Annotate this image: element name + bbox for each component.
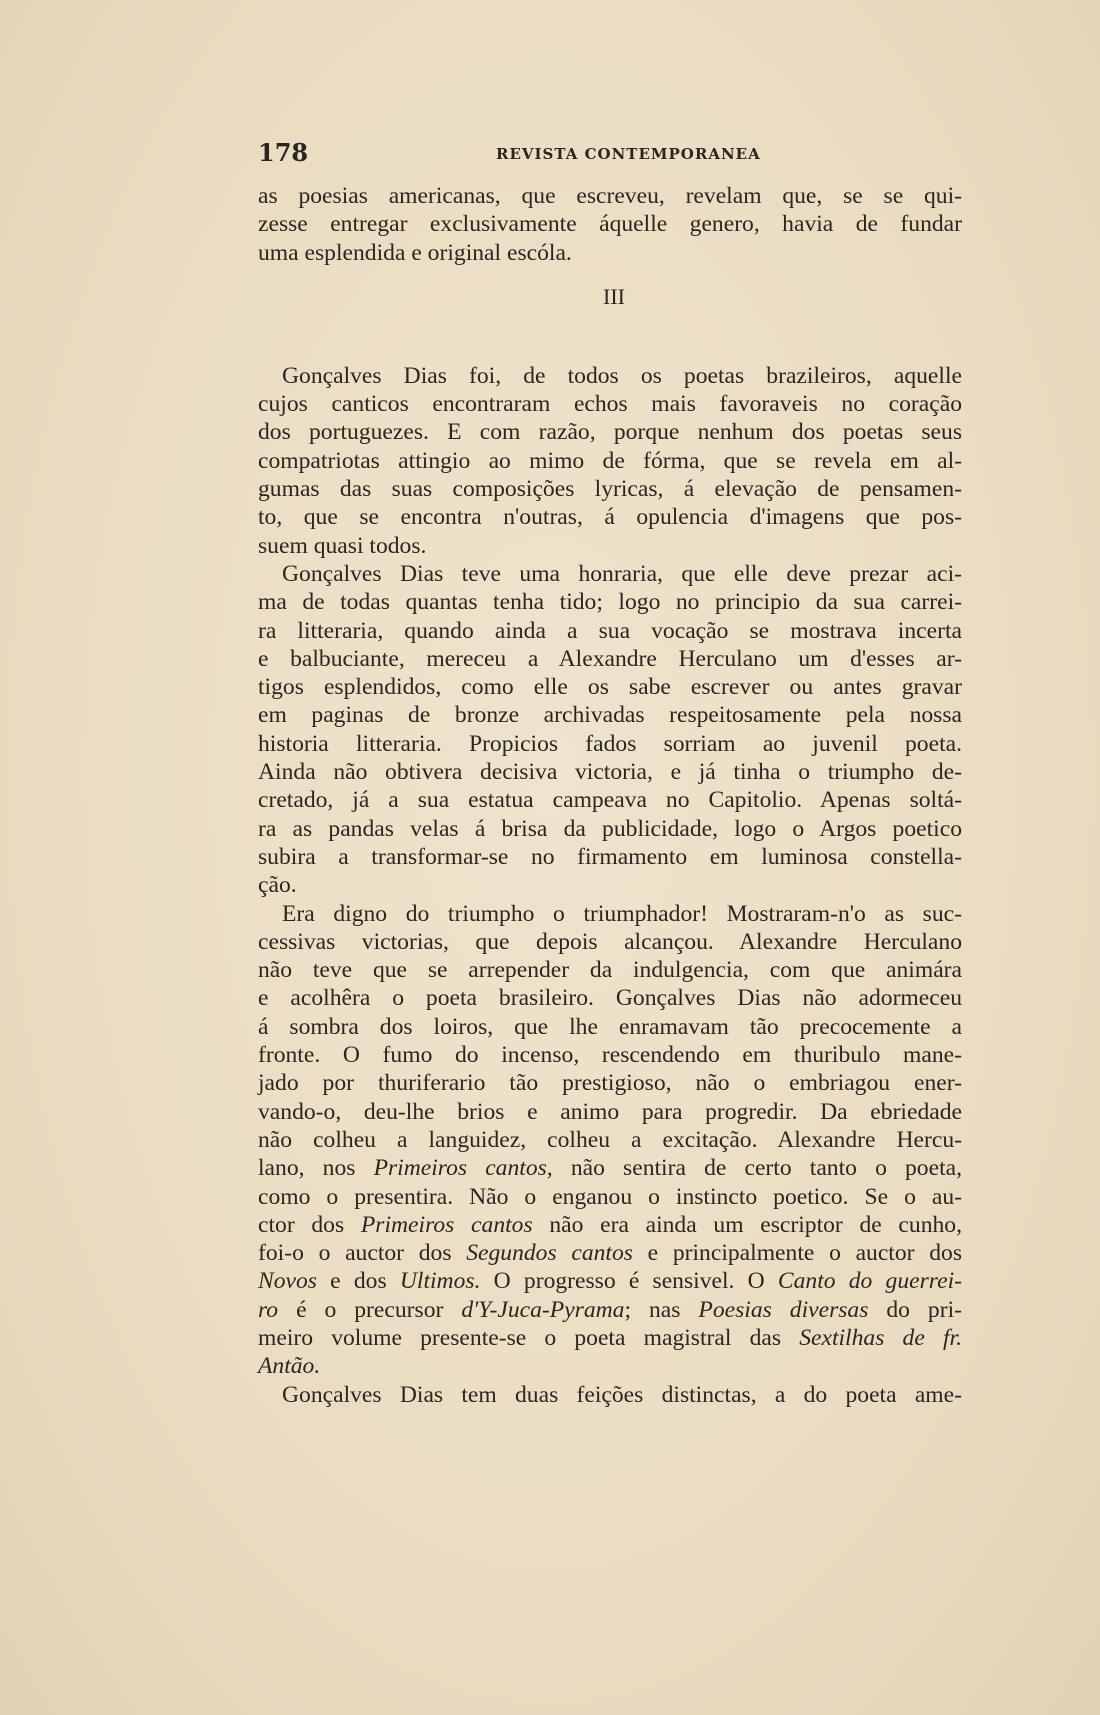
page-number: 178 (258, 138, 309, 167)
text-line: não teve que se arrepender da indulgencia, com que animára (258, 957, 962, 984)
text-line: tigos esplendidos, como elle os sabe escrever ou antes gravar (258, 674, 962, 701)
text-line: suem quasi todos. (258, 532, 427, 559)
text-line: ra litteraria, quando ainda a sua vocação se mostrava incerta (258, 617, 962, 644)
text-line: gumas das suas composições lyricas, á elevação de pensamen- (258, 476, 962, 503)
text-line: em paginas de bronze archivadas respeitosamente pela nossa (258, 702, 962, 729)
text-line: as poesias americanas, que escreveu, revelam que, se se qui- (258, 183, 962, 209)
text-line: lano, nos Primeiros cantos, não sentira de certo tanto o poeta, (258, 1155, 963, 1182)
italic-title: d'Y-Juca-Pyrama (461, 1296, 625, 1323)
text-line: jado por thuriferario tão prestigioso, não o embriagou ener- (258, 1070, 962, 1097)
text-line: ma de todas quantas tenha tido; logo no principio da sua carrei- (258, 589, 962, 616)
text-line: foi-o o auctor dos Segundos cantos e principalmente o auctor dos (258, 1240, 962, 1267)
text-line: meiro volume presente-se o poeta magistral das Sextilhas de fr. (258, 1324, 962, 1351)
text-line: cujos canticos encontraram echos mais favoraveis no coração (258, 391, 962, 418)
text-line: subira a transformar-se no firmamento em luminosa constella- (258, 843, 962, 870)
text-line: cessivas victorias, que depois alcançou. Alexandre Herculano (258, 928, 962, 955)
text-line: ra as pandas velas á brisa da publicidade, logo o Argos poetico (258, 815, 962, 842)
text-line: dos portuguezes. E com razão, porque nenhum dos poetas seus (258, 419, 962, 446)
text-line: á sombra dos loiros, que lhe enramavam tão precocemente a (258, 1013, 962, 1040)
text-line: zesse entregar exclusivamente áquelle genero, havia de fundar (258, 211, 962, 238)
text-line: e balbuciante, mereceu a Alexandre Herculano um d'esses ar- (258, 645, 962, 672)
italic-title: Poesias diversas (698, 1296, 869, 1323)
text-line: ção. (258, 872, 297, 899)
italic-title: Sextilhas de fr. (799, 1324, 962, 1351)
italic-title: Segundos cantos (466, 1240, 633, 1267)
section-heading: III (603, 283, 625, 309)
text-line: uma esplendida e original escóla. (258, 239, 572, 266)
running-title: REVISTA CONTEMPORANEA (496, 145, 761, 163)
text-line: to, que se encontra n'outras, á opulencia d'imagens que pos- (258, 504, 962, 531)
text-line (258, 1352, 962, 1380)
italic-title: Primeiros cantos (360, 1211, 533, 1238)
italic-title: ro (258, 1296, 279, 1323)
text-line: historia litteraria. Propicios fados sorriam ao juvenil poeta. (258, 730, 962, 757)
italic-title: Canto do guerrei- (777, 1268, 962, 1295)
text-line: compatriotas attingio ao mimo de fórma, que se revela em al- (258, 447, 962, 474)
text-line: e acolhêra o poeta brasileiro. Gonçalves Dias não adormeceu (258, 985, 962, 1012)
text-line: como o presentira. Não o enganou o instincto poetico. Se o au- (258, 1183, 962, 1210)
text-line: não colheu a languidez, colheu a excitação. Alexandre Hercu- (258, 1126, 962, 1153)
body-text (258, 182, 962, 1409)
text-line: Gonçalves Dias tem duas feições distinctas, a do poeta ame- (282, 1381, 962, 1408)
text-line: fronte. O fumo do incenso, rescendendo em thuribulo mane- (258, 1042, 962, 1069)
italic-title: Antão. (258, 1353, 321, 1380)
text-line: Gonçalves Dias foi, de todos os poetas brazileiros, aquelle (282, 362, 962, 389)
italic-title: Novos (258, 1268, 317, 1295)
italic-title: Ultimos. (399, 1268, 481, 1295)
page-header (258, 138, 970, 168)
text-line: Novos e dos Ultimos. O progresso é sensivel. O Canto do guerrei- (258, 1268, 962, 1295)
text-line: Ainda não obtivera decisiva victoria, e já tinha o triumpho de- (258, 759, 962, 786)
text-line: Era digno do triumpho o triumphador! Mostraram-n'o as suc- (282, 900, 962, 927)
italic-title: Primeiros cantos, (373, 1155, 553, 1182)
text-line: cretado, já a sua estatua campeava no Capitolio. Apenas soltá- (258, 787, 962, 814)
text-line: ctor dos Primeiros cantos não era ainda um escriptor de cunho, (258, 1211, 962, 1238)
text-line: ro é o precursor d'Y-Juca-Pyrama; nas Poesias diversas do pri- (258, 1296, 962, 1323)
text-line: Gonçalves Dias teve uma honraria, que elle deve prezar aci- (282, 560, 962, 587)
text-line: vando-o, deu-lhe brios e animo para progredir. Da ebriedade (258, 1098, 962, 1125)
